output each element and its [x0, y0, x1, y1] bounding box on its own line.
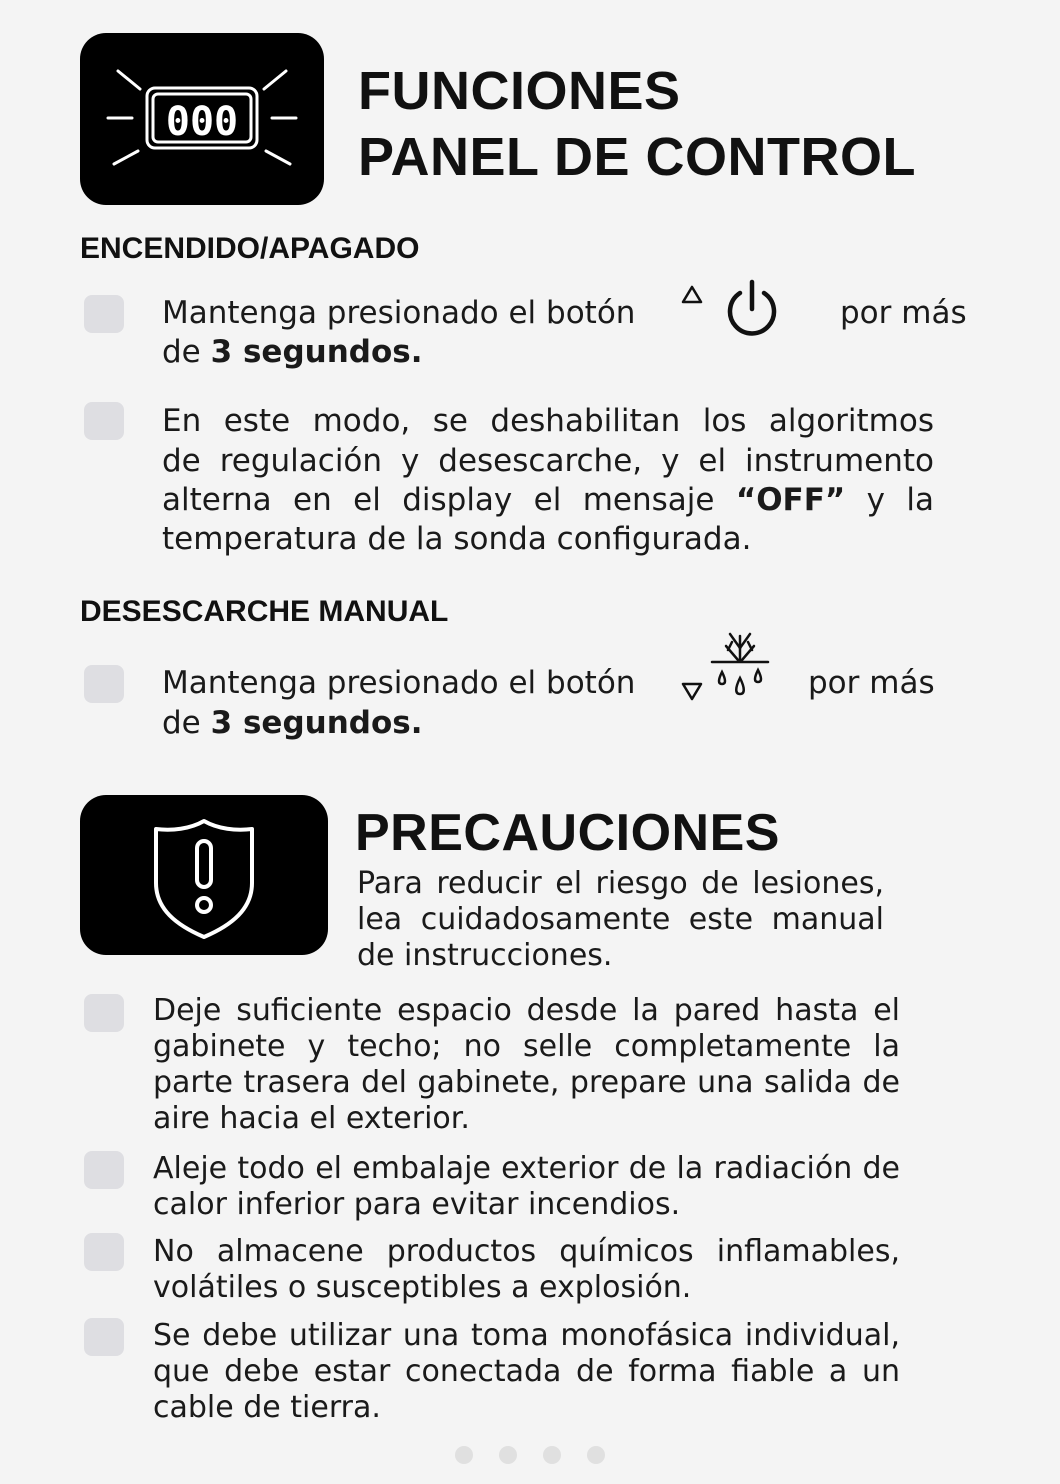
- precaution-item-outlet: Se debe utilizar una toma monofásica individual, que debe estar conectada de forma fiable a un cable de tierra.: [153, 1318, 900, 1425]
- down-arrow-icon: [681, 681, 703, 701]
- precaution-item-space: Deje suficiente espacio desde la pared hasta el gabinete y techo; no selle completamente la parte trasera del gabinete, prepare una salida de aire hacia el exterior.: [153, 993, 900, 1136]
- on-off-mode-line3: alterna en el display el mensaje “OFF” y la: [162, 482, 934, 518]
- on-off-instruction-line2: de 3 segundos.: [162, 334, 423, 370]
- precautions-title: PRECAUCIONES: [355, 804, 780, 862]
- page-dot[interactable]: [455, 1446, 473, 1464]
- shield-warning-icon: [80, 795, 328, 955]
- defrost-instruction-line2: de 3 segundos.: [162, 705, 423, 741]
- bullet: [84, 665, 124, 703]
- bullet: [84, 994, 124, 1032]
- display-digits: 000: [165, 99, 239, 145]
- on-off-mode-line1: En este modo, se deshabilitan los algoritmos: [162, 403, 934, 439]
- on-off-mode-line4: temperatura de la sonda configurada.: [162, 521, 752, 557]
- defrost-instruction-line1: Mantenga presionado el botón: [162, 665, 636, 701]
- section-heading-defrost: DESESCARCHE MANUAL: [80, 595, 449, 628]
- page-title-line1: FUNCIONES: [358, 61, 681, 121]
- control-panel-display-icon: [80, 33, 324, 205]
- defrost-instruction-suffix: por más: [808, 665, 935, 701]
- power-icon: [723, 276, 781, 340]
- precaution-item-packaging: Aleje todo el embalaje exterior de la radiación de calor inferior para evitar incendios.: [153, 1151, 900, 1222]
- defrost-icon: [708, 628, 772, 704]
- on-off-instruction-line1: Mantenga presionado el botón: [162, 295, 636, 331]
- page-dot[interactable]: [587, 1446, 605, 1464]
- bullet: [84, 1233, 124, 1271]
- bullet: [84, 1151, 124, 1189]
- page-dot[interactable]: [543, 1446, 561, 1464]
- bullet: [84, 1318, 124, 1356]
- precaution-item-chemicals: No almacene productos químicos inflamables, volátiles o susceptibles a explosión.: [153, 1234, 900, 1305]
- precautions-icon-box: [80, 795, 328, 955]
- pagination-dots[interactable]: [455, 1446, 605, 1464]
- precautions-intro: Para reducir el riesgo de lesiones, lea cuidadosamente este manual de instrucciones.: [357, 866, 884, 973]
- bullet: [84, 402, 124, 440]
- up-arrow-icon: [681, 285, 703, 305]
- page-dot[interactable]: [499, 1446, 517, 1464]
- page-title-line2: PANEL DE CONTROL: [358, 127, 917, 187]
- bullet: [84, 295, 124, 333]
- section-heading-on-off: ENCENDIDO/APAGADO: [80, 232, 420, 265]
- control-panel-icon-box: [80, 33, 324, 205]
- on-off-mode-line2: de regulación y desescarche, y el instrumento: [162, 443, 934, 479]
- on-off-instruction-suffix: por más: [840, 295, 967, 331]
